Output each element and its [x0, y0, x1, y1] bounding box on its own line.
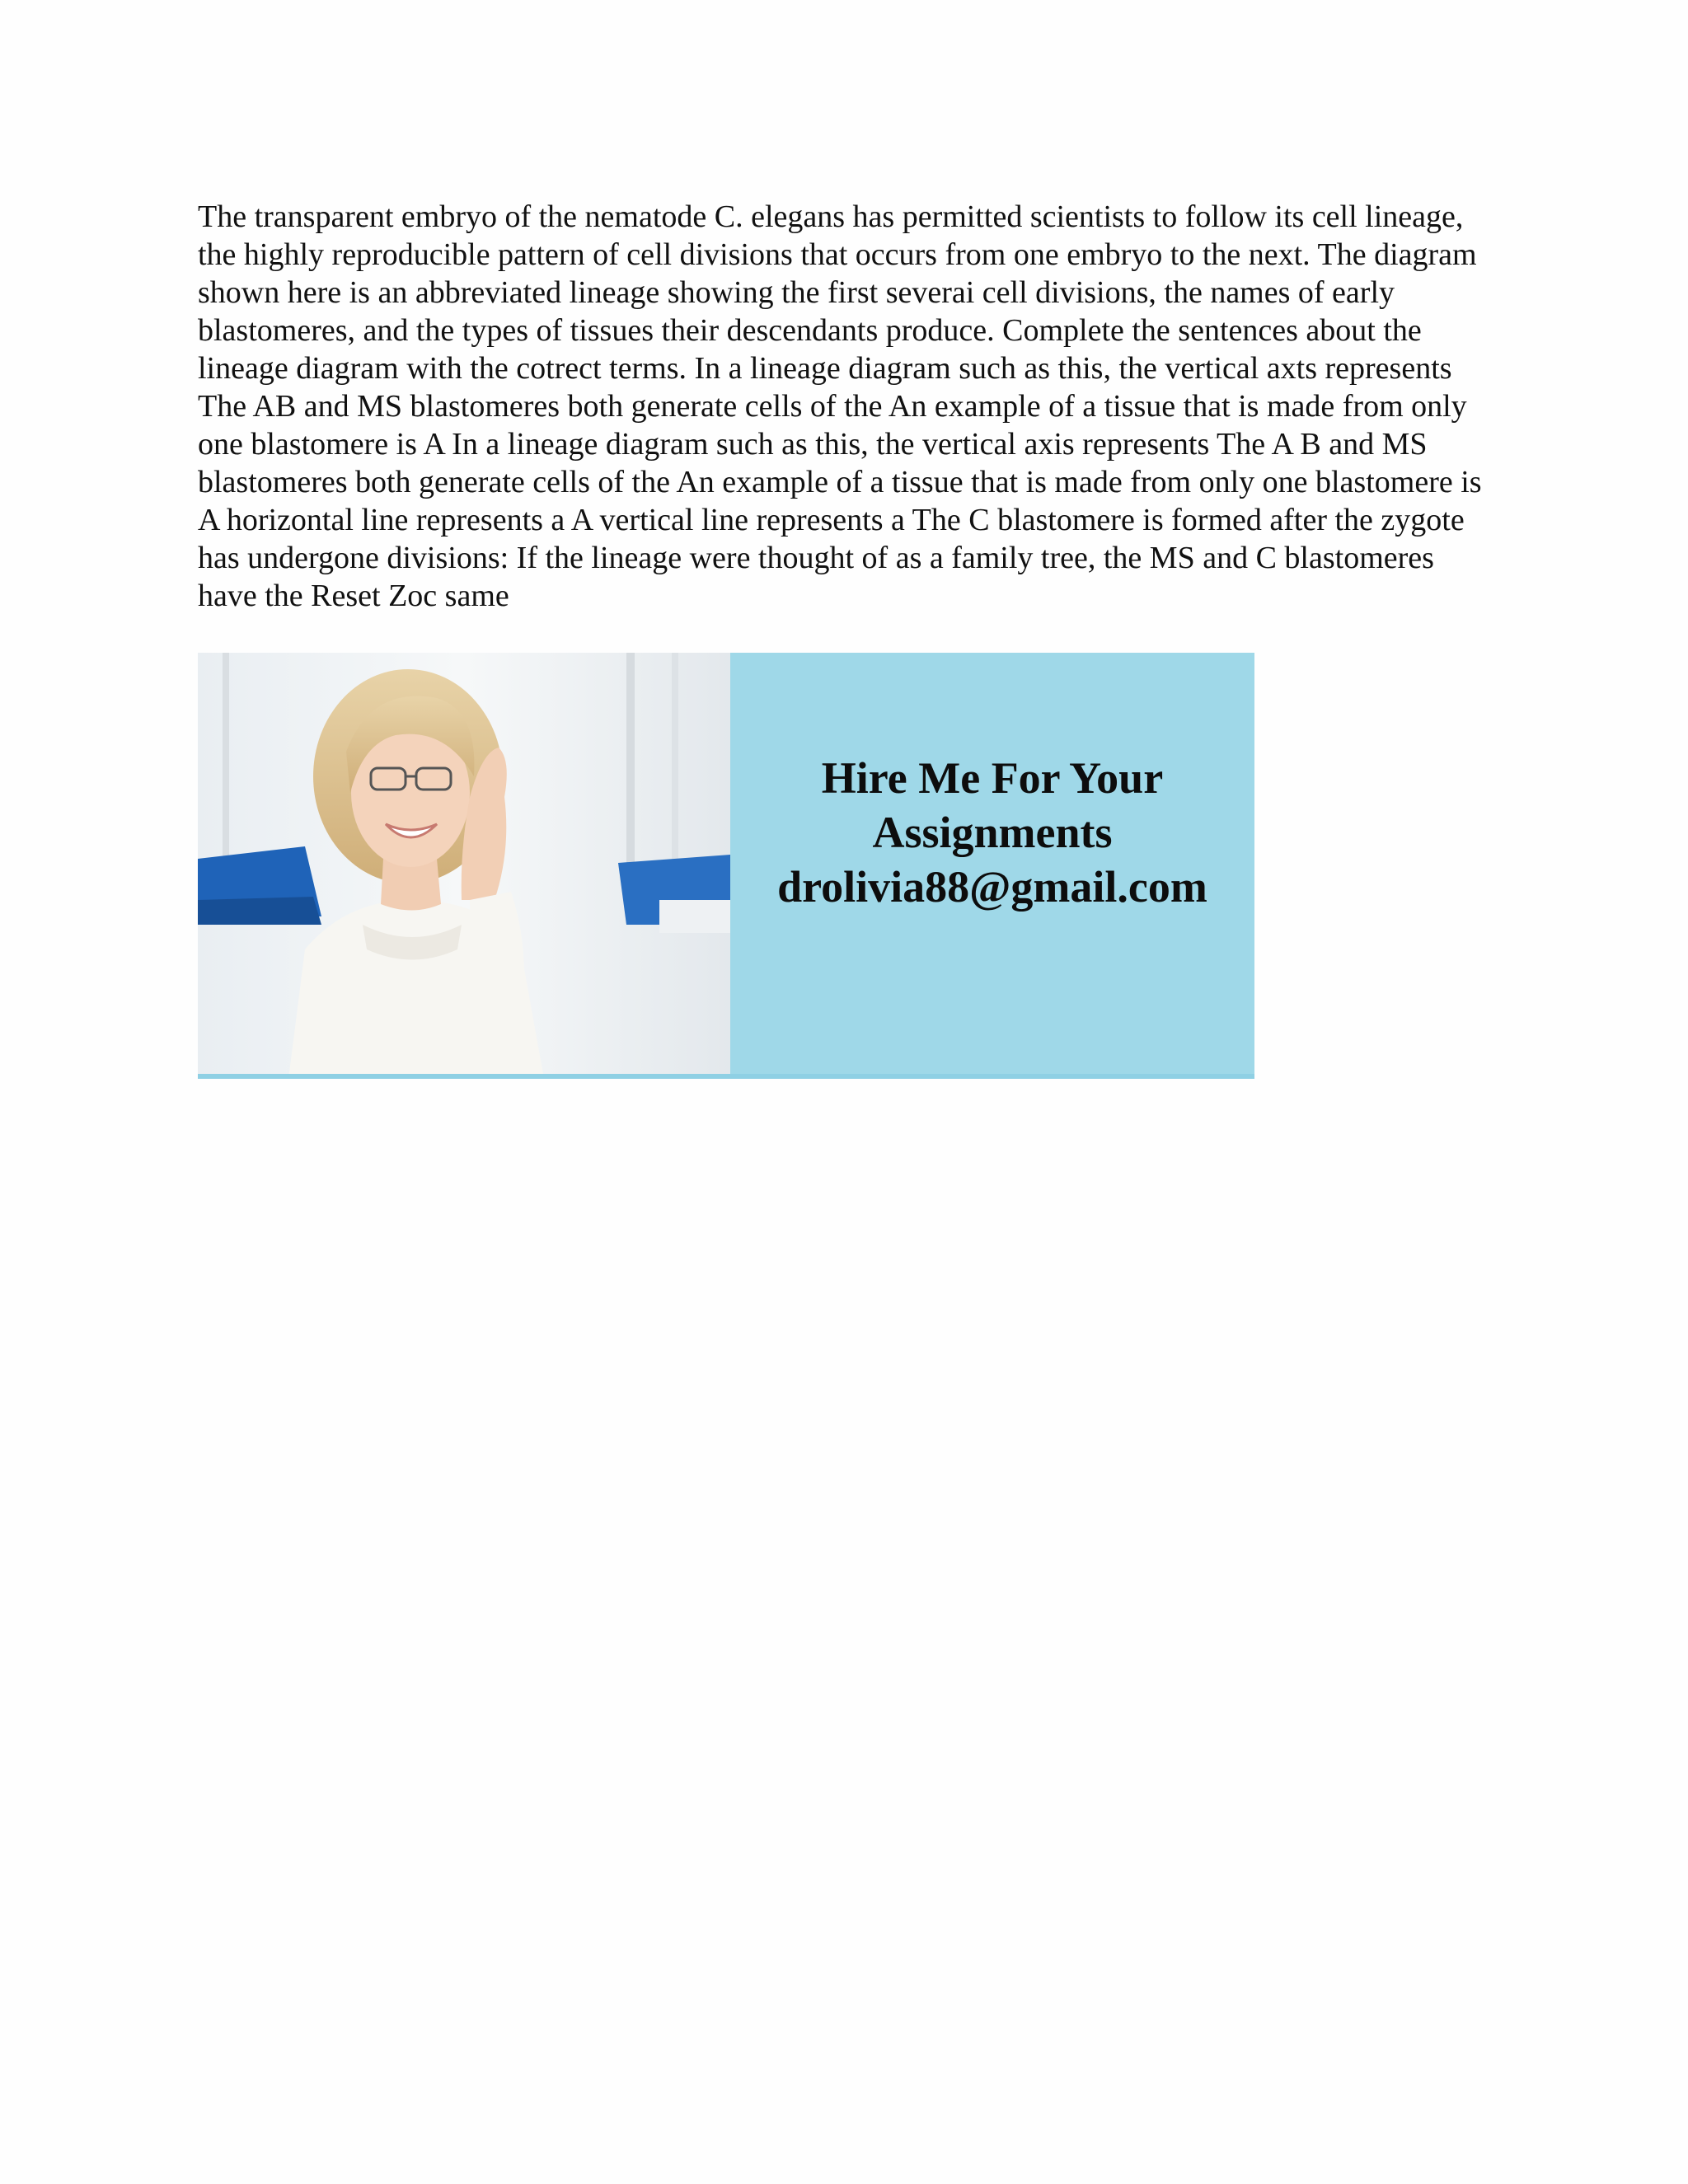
- ad-banner: [198, 653, 1254, 1079]
- ad-headline-line2: Assignments: [872, 808, 1113, 857]
- ad-headline-line1: Hire Me For Your: [821, 753, 1164, 803]
- ad-email: drolivia88@gmail.com: [777, 862, 1207, 912]
- ad-bottom-strip: [198, 1074, 1254, 1079]
- body-paragraph: The transparent embryo of the nematode C. elegans has permitted scientists to follow its cell lineage, the highly reproducible pattern of cell divisions that occurs from one embryo to the next. The diagram shown here is an abbreviated lineage showing the first severai cell divisions, the names of early blastomeres, and the types of tissues their descendants produce. Complete the sentences about the lineage diagram with the cotrect terms. In a lineage diagram such as this, the vertical axts represents The AB and MS blastomeres both generate cells of the An example of a tissue that is made from only one blastomere is A In a lineage diagram such as this, the vertical axis represents The A B and MS blastomeres both generate cells of the An example of a tissue that is made from only one blastomere is A horizontal line represents a A vertical line represents a The C blastomere is formed after the zygote has undergone divisions: If the lineage were thought of as a family tree, the MS and C blastomeres have the Reset Zoc same: [198, 199, 1482, 613]
- woman-photo: [198, 653, 730, 1079]
- ad-text-panel: [730, 653, 1254, 1079]
